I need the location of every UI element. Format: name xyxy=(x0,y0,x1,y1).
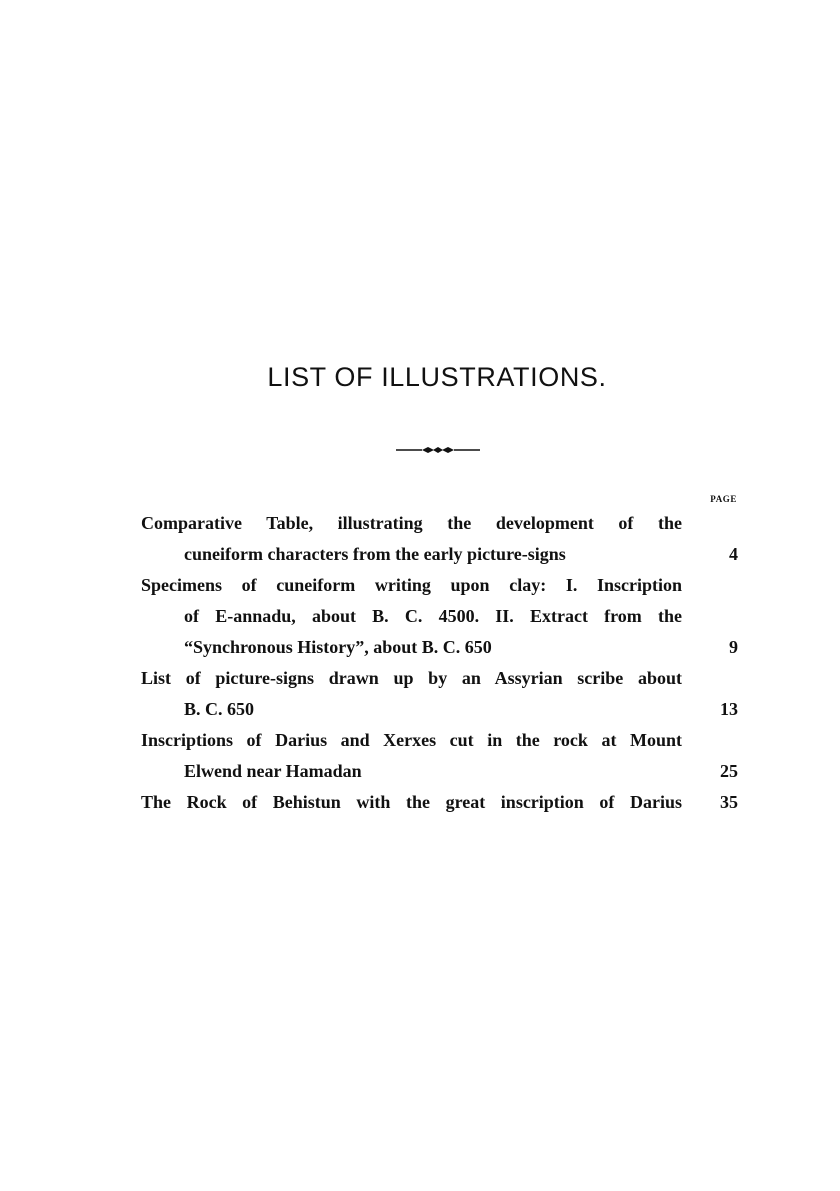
page-number: 4 xyxy=(729,544,738,564)
illustrations-list xyxy=(141,508,738,818)
list-item xyxy=(141,725,738,787)
page-number: 13 xyxy=(720,699,738,719)
entry-line: of E-annadu, about B. C. 4500. II. Extract from the xyxy=(184,606,682,626)
ornament-divider xyxy=(396,444,480,456)
page-title: LIST OF ILLUSTRATIONS. xyxy=(267,362,607,392)
entry-line: Elwend near Hamadan xyxy=(184,761,362,781)
entry-line: Inscriptions of Darius and Xerxes cut in the rock at Mount xyxy=(141,730,682,750)
entry-line: B. C. 650 xyxy=(184,699,255,719)
entry-line: cuneiform characters from the early picture-signs xyxy=(184,544,566,564)
page-number: 9 xyxy=(729,637,738,657)
list-item xyxy=(141,508,738,570)
page-column-header: PAGE xyxy=(710,494,737,504)
entry-line: The Rock of Behistun with the great inscription of Darius xyxy=(141,792,682,812)
list-item xyxy=(141,787,738,818)
entry-line: Comparative Table, illustrating the development of the xyxy=(141,513,682,533)
page-number: 35 xyxy=(720,792,738,812)
page-number: 25 xyxy=(720,761,738,781)
entry-line: Specimens of cuneiform writing upon clay: I. Inscription xyxy=(141,575,682,595)
entry-line: “Synchronous History”, about B. C. 650 xyxy=(184,637,492,657)
list-item xyxy=(141,663,738,725)
entry-line: List of picture-signs drawn up by an Assyrian scribe about xyxy=(141,668,682,688)
list-item xyxy=(141,570,738,663)
